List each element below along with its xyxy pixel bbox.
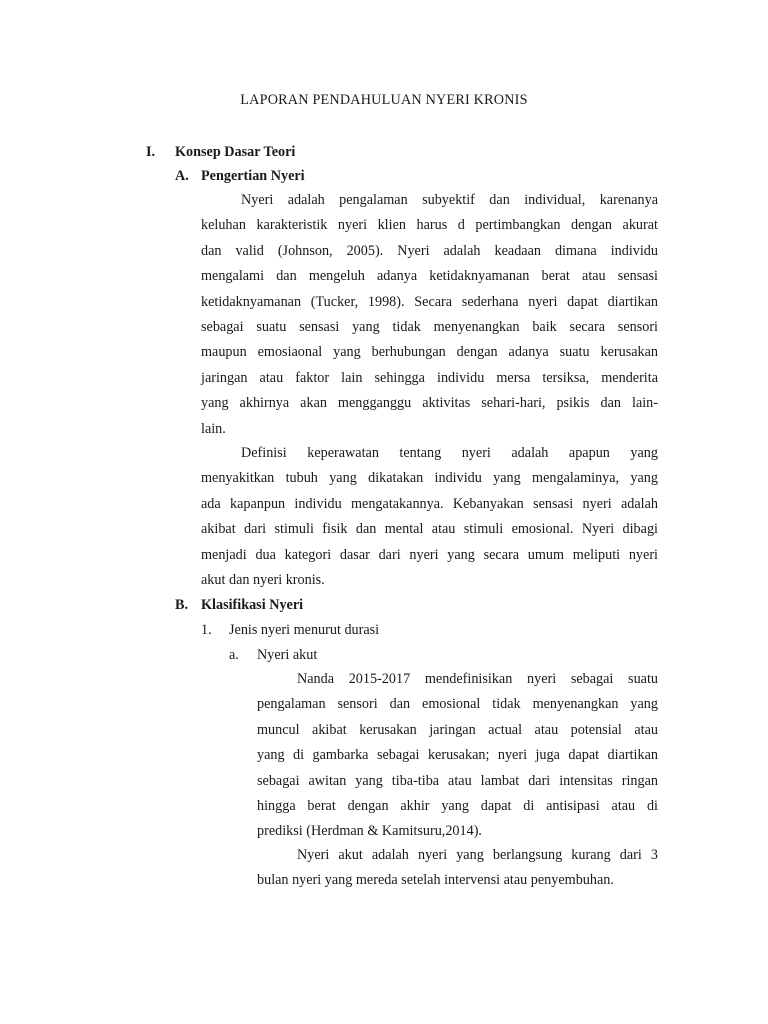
paragraph-line: Definisi keperawatan tentang nyeri adalah apapun yang xyxy=(241,445,658,461)
paragraph-line: Nanda 2015-2017 mendefinisikan nyeri sebagai suatu xyxy=(297,671,658,687)
paragraph-line: ketidaknyamanan (Tucker, 1998). Secara sederhana nyeri dapat diartikan xyxy=(201,293,658,310)
paragraph-line: Nyeri akut adalah nyeri yang berlangsung kurang dari 3 xyxy=(297,847,658,863)
paragraph-acute-pain-duration xyxy=(257,843,658,894)
paragraph-line: pengalaman sensori dan emosional tidak menyenangkan yang xyxy=(257,696,658,713)
paragraph-line: Nyeri adalah pengalaman subyektif dan individual, karenanya xyxy=(241,192,658,208)
paragraph-line: sebagai suatu sensasi yang tidak menyenangkan baik secara sensori xyxy=(201,318,658,335)
paragraph-line: dan valid (Johnson, 2005). Nyeri adalah keadaan dimana individu xyxy=(201,242,658,259)
list-number: 1. xyxy=(201,622,212,638)
paragraph-line: bulan nyeri yang mereda setelah intervensi atau penyembuhan. xyxy=(257,872,614,889)
paragraph-line: maupun emosiaonal yang berhubungan dengan adanya suatu kerusakan xyxy=(201,344,658,361)
paragraph-line: menyakitkan tubuh yang dikatakan individu yang mengalaminya, yang xyxy=(201,470,658,487)
paragraph-nursing-definition xyxy=(201,441,658,593)
paragraph-line: keluhan karakteristik nyeri klien harus d pertimbangkan dengan akurat xyxy=(201,217,658,234)
subsection-letter: B. xyxy=(175,597,189,613)
paragraph-line: yang di gambarka sebagai kerusakan; nyeri juga dapat diartikan xyxy=(257,747,658,764)
section-number: I. xyxy=(146,144,156,160)
paragraph-line: yang akhirnya akan mengganggu aktivitas sehari-hari, psikis dan lain- xyxy=(201,395,658,412)
paragraph-line: prediksi (Herdman & Kamitsuru,2014). xyxy=(257,823,482,840)
paragraph-line: sebagai awitan yang tiba-tiba atau lambat dari intensitas ringan xyxy=(257,772,658,789)
paragraph-line: mengalami dan mengeluh adanya ketidaknyamanan berat atau sensasi xyxy=(201,268,658,285)
section-heading: Konsep Dasar Teori xyxy=(175,144,296,160)
paragraph-line: ada kapanpun individu mengatakannya. Kebanyakan sensasi nyeri adalah xyxy=(201,495,658,512)
paragraph-line: menjadi dua kategori dasar dari nyeri yang secara umum meliputi nyeri xyxy=(201,546,658,563)
paragraph-definition xyxy=(201,188,658,442)
list-item-label: Nyeri akut xyxy=(257,647,318,663)
subsection-letter: A. xyxy=(175,168,189,184)
list-letter: a. xyxy=(229,647,239,663)
paragraph-line: muncul akibat kerusakan jaringan actual atau potensial atau xyxy=(257,721,658,738)
list-item-label: Jenis nyeri menurut durasi xyxy=(229,622,380,638)
paragraph-line: lain. xyxy=(201,420,226,437)
document-title: LAPORAN PENDAHULUAN NYERI KRONIS xyxy=(240,92,528,108)
paragraph-line: akut dan nyeri kronis. xyxy=(201,571,325,588)
paragraph-acute-pain-definition xyxy=(257,667,658,845)
paragraph-line: jaringan atau faktor lain sehingga individu mersa tersiksa, menderita xyxy=(201,369,658,386)
paragraph-line: akibat dari stimuli fisik dan mental atau stimuli emosional. Nyeri dibagi xyxy=(201,521,658,538)
subsection-heading: Klasifikasi Nyeri xyxy=(201,597,304,613)
paragraph-line: hingga berat dengan akhir yang dapat di antisipasi atau di xyxy=(257,797,658,814)
subsection-heading: Pengertian Nyeri xyxy=(201,168,305,184)
